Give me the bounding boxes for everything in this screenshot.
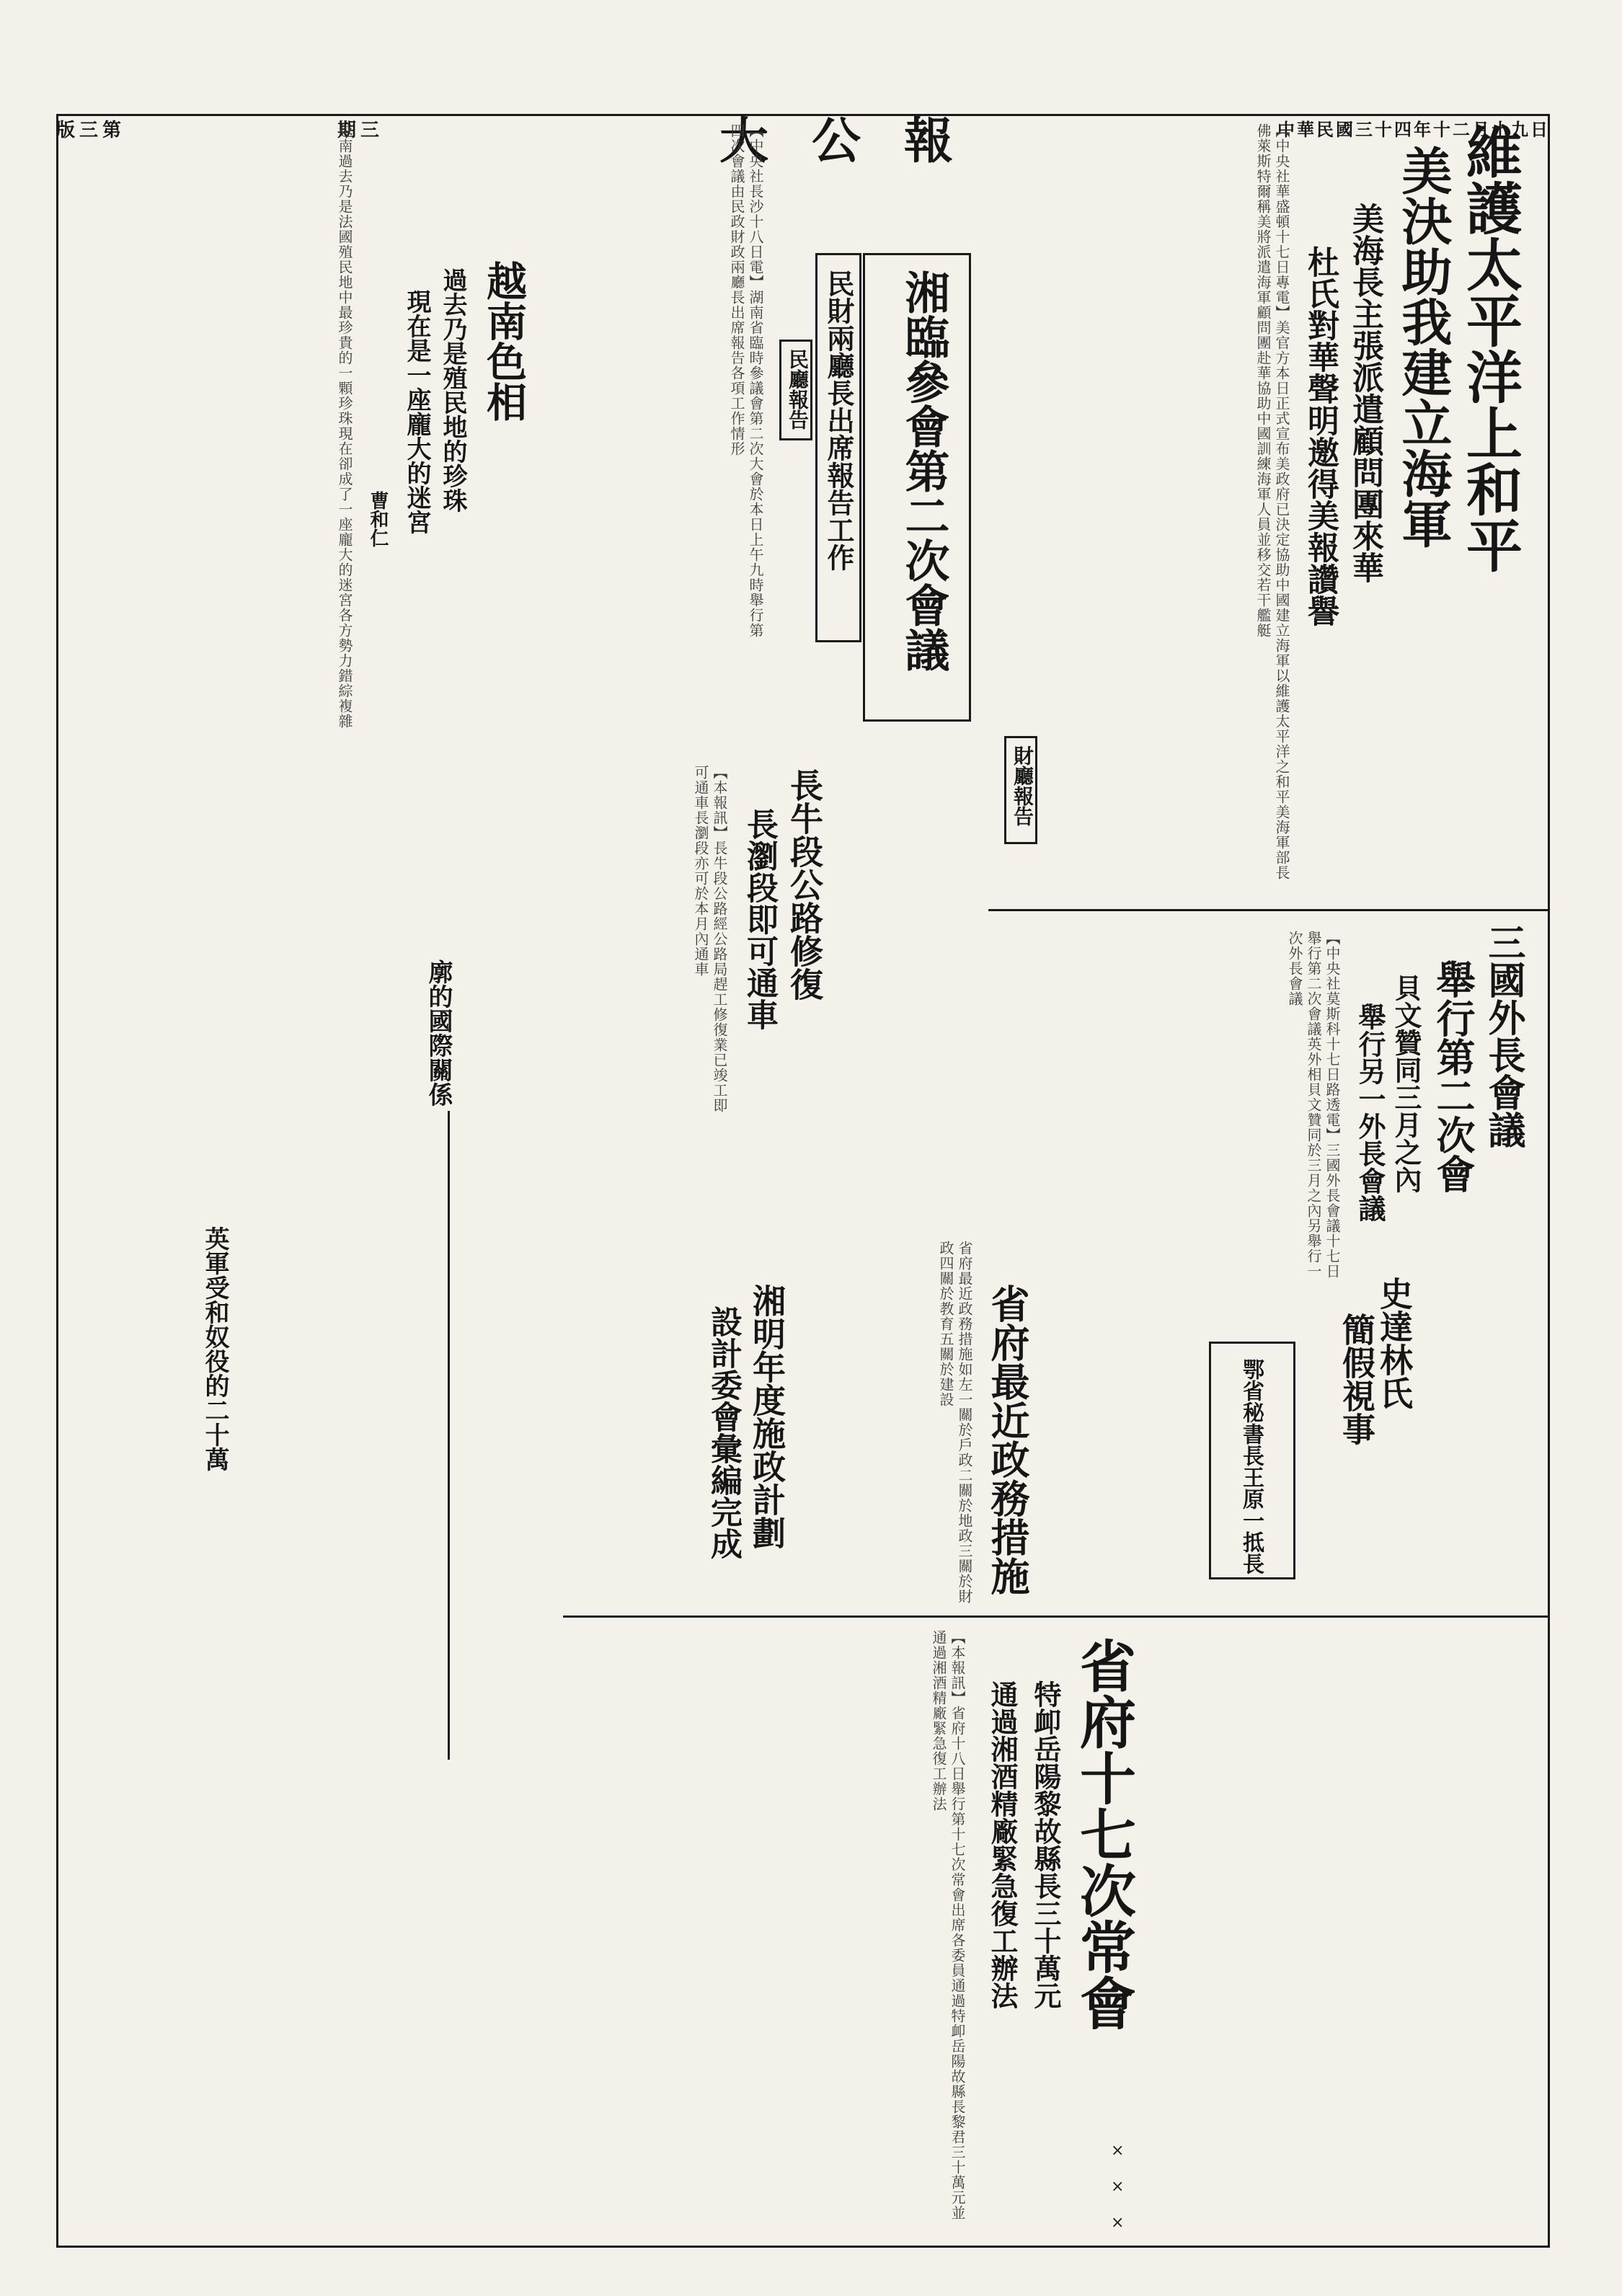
rear-title: 廓的國際關係 <box>424 959 453 1107</box>
council-subhead: 民財兩廳長出席報告工作 <box>823 270 855 571</box>
issue-date: 中華民國三十四年十二月十九日 <box>1277 119 1550 140</box>
vietnam-headline: 越南色相 <box>480 260 528 422</box>
vietnam-subhead-1: 過去乃是殖民地的珍珠 <box>438 267 467 513</box>
lead-headline-2: 美決助我建立海軍 <box>1393 145 1453 549</box>
foreign-subhead-1: 舉行第二次會 <box>1430 959 1476 1193</box>
road-body-text: 【本報訊】長牛段公路經公路局趕工修復業已竣工即可通車長瀏段亦可於本月內通車 <box>692 765 728 1113</box>
standing-subhead-2: 通過湘酒精廠緊急復工辦法 <box>986 1680 1019 2009</box>
divider <box>988 909 1550 911</box>
note-title: 鄂省秘書長王原一抵長 <box>1238 1358 1264 1574</box>
note-box <box>1209 1342 1295 1579</box>
standing-headline: 省府十七次常會 <box>1071 1637 1136 2031</box>
budget-subhead: 設計委會彙編完成 <box>705 1306 742 1559</box>
divider <box>448 1111 450 1760</box>
lead-subhead-1: 美海長主張派遣顧問團來華 <box>1347 203 1383 583</box>
standing-body-text: 【本報訊】省府十八日舉行第十七次常會出席各委員通過特卹岳陽故縣長黎君三十萬元並通過湘酒精廠緊急復工辦法 <box>930 1630 966 2220</box>
stalin-subhead: 簡假視事 <box>1337 1313 1376 1445</box>
mark: × <box>1111 2214 1125 2232</box>
council-subhead-box <box>815 253 861 642</box>
council-section-tag: 民廳報告 <box>786 349 810 430</box>
measures-headline: 省府最近政務措施 <box>985 1284 1031 1595</box>
foreign-subhead-3: 舉行另一外長會議 <box>1354 1003 1386 1222</box>
issue-number: 期三 <box>337 120 384 141</box>
divider <box>563 1615 1550 1618</box>
vietnam-subhead-2: 現在是一座龐大的迷宮 <box>402 289 431 534</box>
vietnam-byline: 曹和仁 <box>367 491 389 547</box>
standing-subhead-1: 特卹岳陽黎故縣長三十萬元 <box>1029 1680 1062 2009</box>
finance-tag-box <box>1004 736 1037 844</box>
page-number: 版三第 <box>56 120 126 141</box>
labor-title: 英軍受和奴役的二十萬 <box>200 1226 229 1471</box>
stalin-headline: 史達林氏 <box>1375 1277 1414 1409</box>
council-tag-box <box>779 340 812 440</box>
newspaper-page <box>56 114 1550 2248</box>
mark: × <box>1111 2178 1125 2196</box>
foreign-headline: 三國外長會議 <box>1481 923 1525 1148</box>
foreign-body-text: 【中央社莫斯科十七日路透電】三國外長會議十七日舉行第二次會議英外相貝文贊同於三月之內另舉行一次外長會議 <box>1286 931 1341 1279</box>
lead-body-text: 【中央社華盛頓十七日專電】美官方本日正式宣布美政府已決定協助中國建立海軍以維護太平洋之和平美海軍部長佛萊斯特爾稱美將派遣海軍顧問團赴華協助中國訓練海軍人員並移交若干艦艇 <box>1254 123 1290 880</box>
council-body-text: 【中央社長沙十八日電】湖南省臨時參議會第二次大會於本日上午九時舉行第四次會議由民政財政兩廳長出席報告各項工作情形 <box>728 123 764 638</box>
mark: × <box>1111 2142 1125 2160</box>
road-subhead: 長瀏段即可通車 <box>741 808 778 1030</box>
vietnam-body-text: 越南過去乃是法國殖民地中最珍貴的一顆珍珠現在卻成了一座龐大的迷宮各方勢力錯綜複雜 <box>336 123 353 729</box>
council-headline-box <box>863 253 971 722</box>
newspaper-name: 大公報 <box>719 112 997 170</box>
budget-headline: 湘明年度施政計劃 <box>748 1284 786 1549</box>
finance-section-tag: 財廳報告 <box>1011 745 1034 826</box>
lead-subhead-2: 杜氏對華聲明邀得美報讚譽 <box>1302 246 1339 626</box>
measures-body-text: 省府最近政務措施如左一關於戶政二關於地政三關於財政四關於教育五關於建設 <box>937 1241 973 1604</box>
lead-headline-1: 維護太平洋上和平 <box>1457 123 1523 573</box>
council-headline: 湘臨參會第二次會議 <box>898 270 950 672</box>
foreign-subhead-2: 貝文贊同三月之內 <box>1390 974 1422 1193</box>
road-headline: 長牛段公路修復 <box>785 768 824 1001</box>
